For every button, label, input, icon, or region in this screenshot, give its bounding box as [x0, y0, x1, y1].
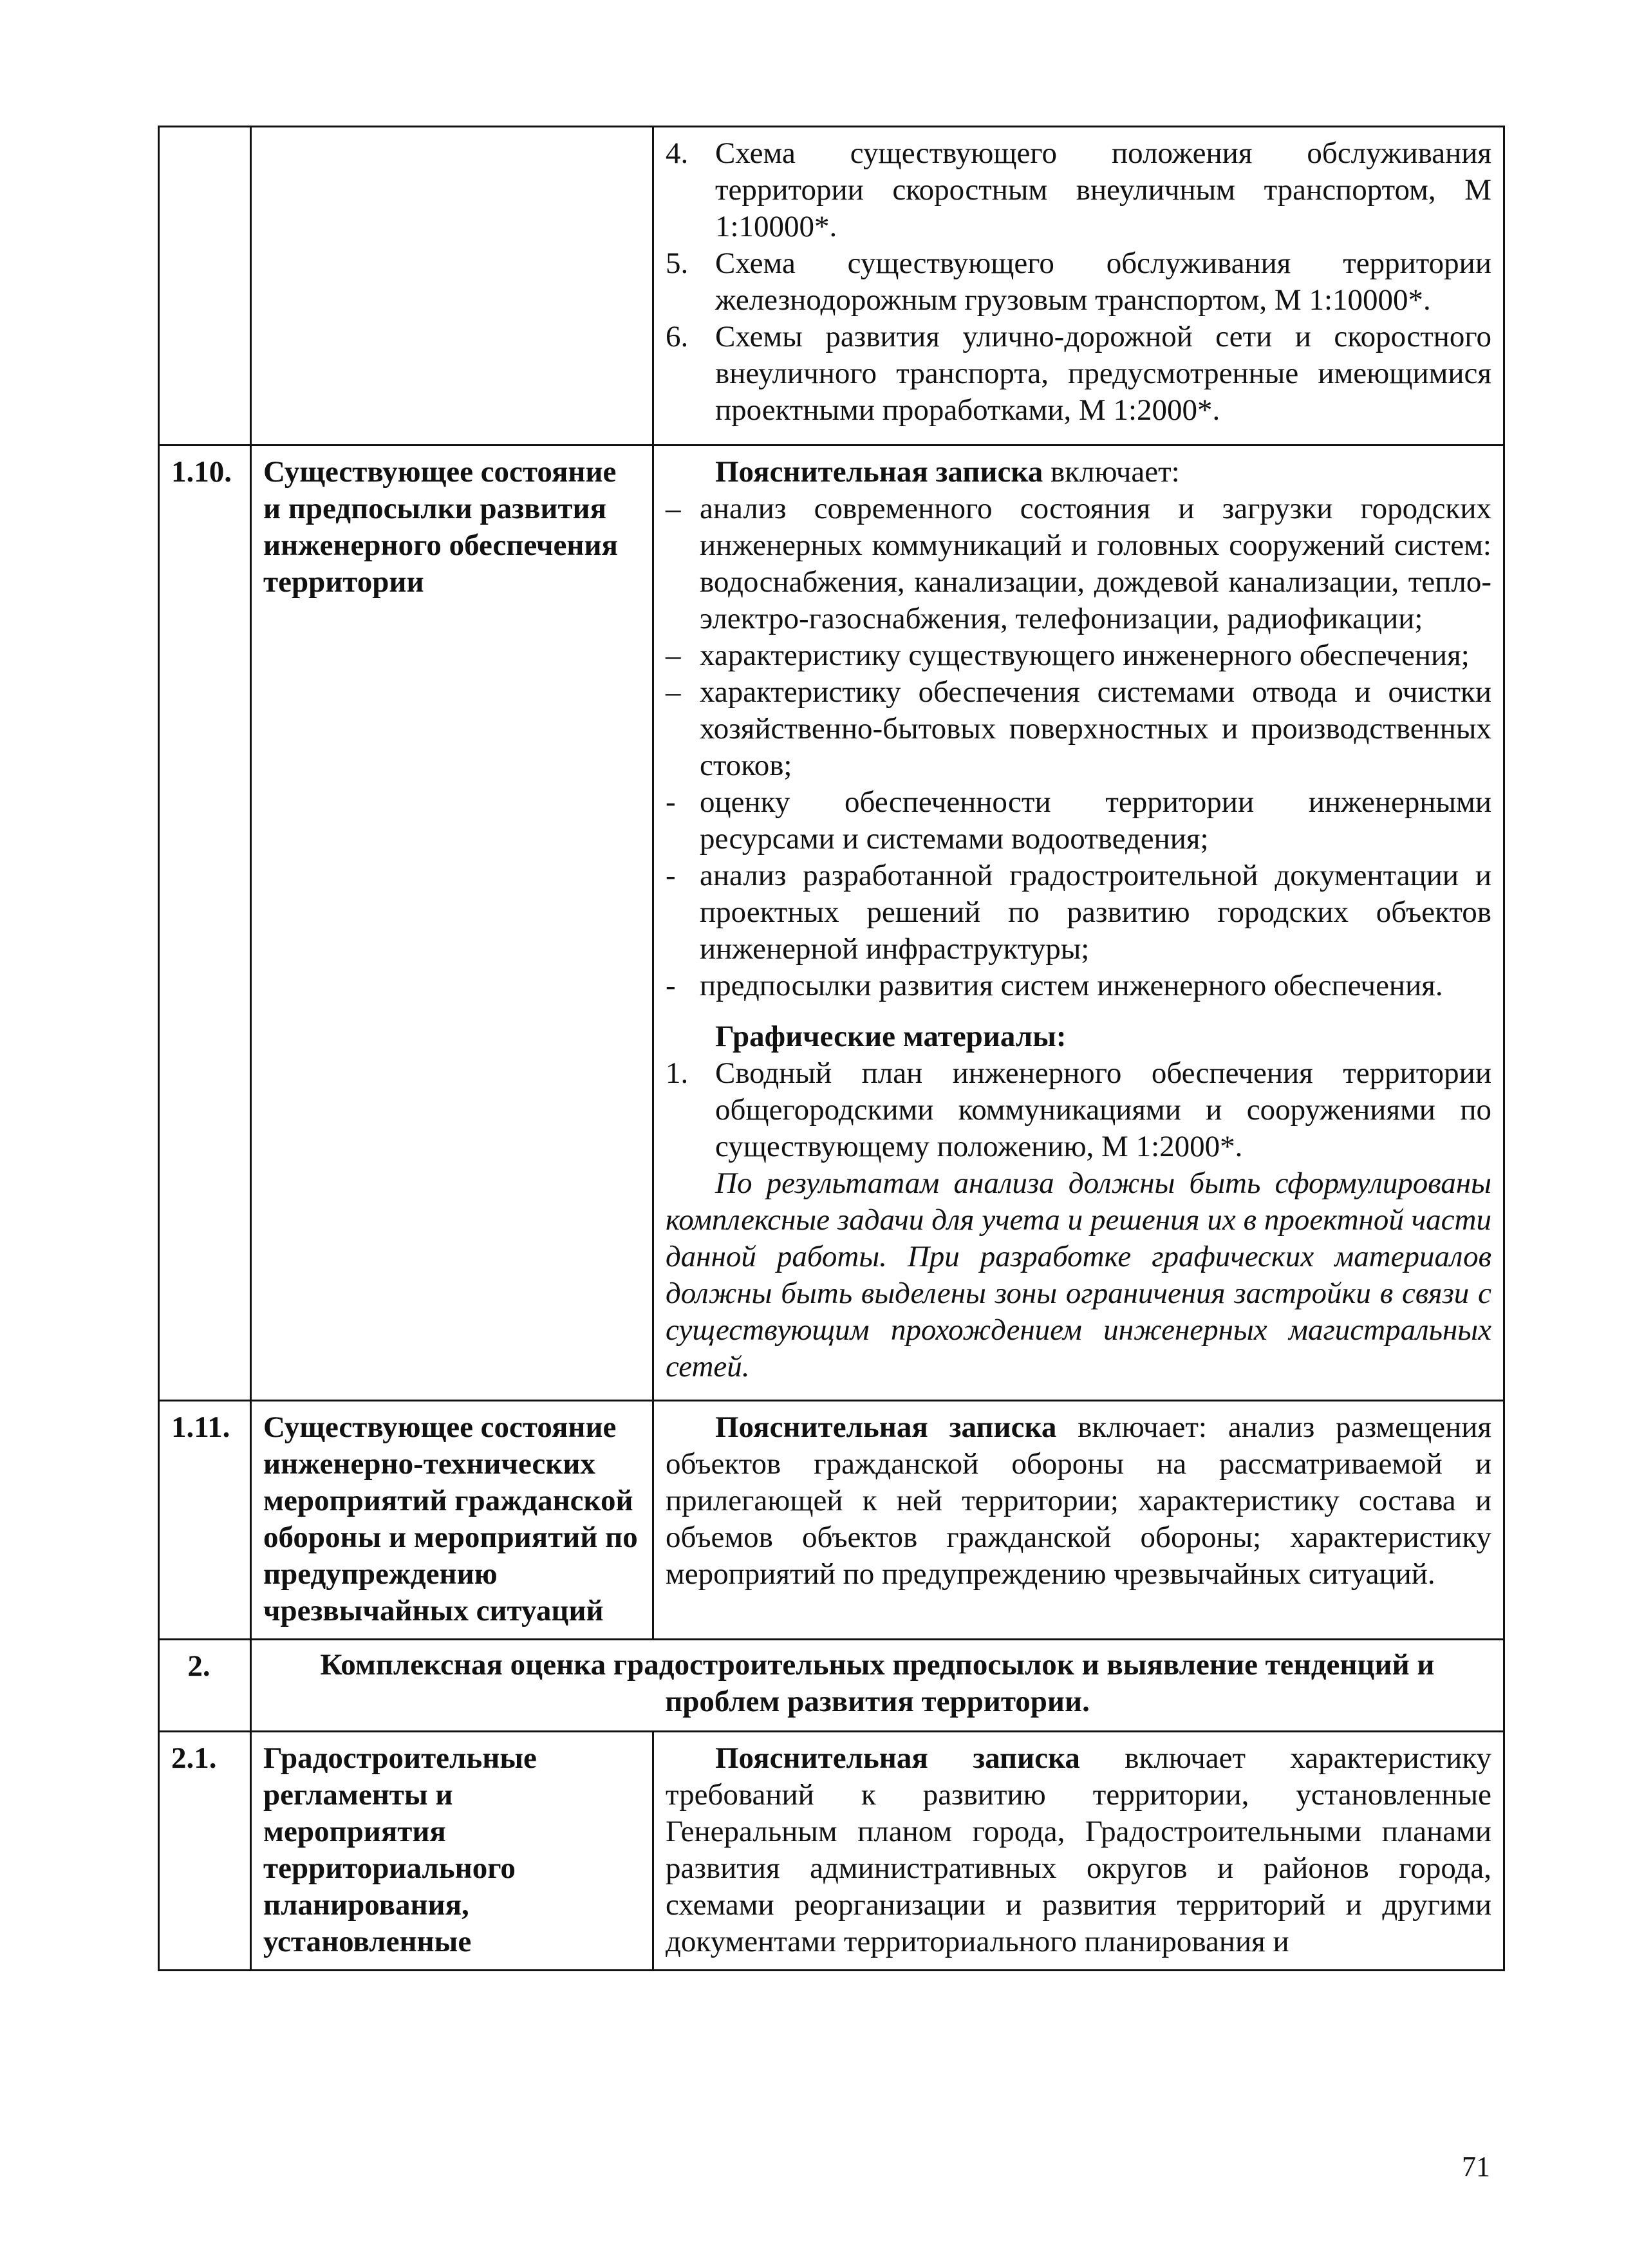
- explanatory-note-heading: [666, 454, 1491, 491]
- num-cell: [159, 127, 251, 445]
- list-item: [666, 491, 1491, 637]
- bullet-text: характеристику обеспечения системами отвода и очистки хозяйственно-бытовых поверхностных и производственных стоков;: [700, 675, 1491, 782]
- note-label: Пояснительная записка: [715, 1410, 1057, 1444]
- list-item: [666, 1055, 1491, 1165]
- content-cell: [653, 1401, 1504, 1640]
- item-number: 4.: [666, 136, 689, 170]
- row-number: 1.10.: [159, 445, 251, 1401]
- bullet-mark: -: [666, 969, 676, 1002]
- row-number: 1.11.: [159, 1401, 251, 1640]
- row-title: Существующее состояние инженерно-технических мероприятий гражданской обороны и мероприятий по предупреждению чрезвычайных ситуаций: [251, 1401, 653, 1640]
- list-item: [666, 245, 1491, 319]
- title-cell: [251, 127, 653, 445]
- bullet-mark: -: [666, 785, 676, 819]
- item-text: Сводный план инженерного обеспечения территории общегородскими коммуникациями и сооружениями по существующему положению, М 1:2000*.: [715, 1056, 1491, 1163]
- note-text: включает характеристику требований к развитию территории, установленные Генеральным планом города, Градостроительными планами развития административных округов и районов города, схемами реорганизации и развития территорий и другими документами территориального планирования и: [666, 1741, 1492, 1958]
- table-row-1-11: [159, 1401, 1504, 1640]
- content-cell: [653, 445, 1504, 1401]
- content-cell: [653, 1732, 1504, 1971]
- note-label: Пояснительная записка: [715, 1741, 1080, 1775]
- bullet-mark: –: [666, 675, 681, 709]
- spacer: [666, 1004, 1491, 1018]
- item-number: 1.: [666, 1056, 689, 1090]
- bullet-text: характеристику существующего инженерного обеспечения;: [700, 639, 1470, 672]
- bullet-mark: –: [666, 639, 681, 672]
- item-number: 6.: [666, 320, 689, 353]
- list-item: [666, 784, 1491, 858]
- bullet-text: анализ современного состояния и загрузки городских инженерных коммуникаций и головных сооружений систем: водоснабжения, канализации, дождевой канализации, тепло-электро-газоснабжения, телефонизации, радиофикации;: [700, 492, 1491, 635]
- note-suffix: включает:: [1043, 455, 1180, 489]
- item-text: Схемы развития улично-дорожной сети и скоростного внеуличного транспорта, предусмотренные имеющимися проектными проработками, М 1:2000*.: [715, 320, 1491, 427]
- item-text: Схема существующего положения обслуживания территории скоростным внеуличным транспортом, М 1:10000*.: [715, 136, 1491, 243]
- item-text: Схема существующего обслуживания территории железнодорожным грузовым транспортом, М 1:10000*.: [715, 247, 1491, 317]
- list-item: [666, 968, 1491, 1004]
- table-row-continuation: [159, 127, 1504, 445]
- page-number: 71: [1462, 2151, 1490, 2182]
- note-bullets: [666, 491, 1491, 1004]
- table-row-2-1: [159, 1732, 1504, 1971]
- schema-list: [666, 135, 1491, 429]
- content-cell: [653, 127, 1504, 445]
- row-title: Градостроительные регламенты и мероприятия территориального планирования, установленные: [251, 1732, 653, 1971]
- note-text: включает: анализ размещения объектов гражданской обороны на рассматриваемой и прилегающей к ней территории; характеристику состава и объемов объектов гражданской обороны; характеристику мероприятий по предупреждению чрезвычайных ситуаций.: [666, 1410, 1491, 1591]
- row-number: 2.1.: [159, 1732, 251, 1971]
- row-number: 2.: [159, 1640, 251, 1732]
- bullet-mark: –: [666, 492, 681, 525]
- bullet-text: анализ разработанной градостроительной документации и проектных решений по развитию городских объектов инженерной инфраструктуры;: [700, 859, 1491, 966]
- graphics-list: [666, 1055, 1491, 1165]
- list-item: [666, 135, 1491, 245]
- list-item: [666, 674, 1491, 784]
- bullet-text: предпосылки развития систем инженерного обеспечения.: [700, 969, 1443, 1002]
- list-item: [666, 319, 1491, 429]
- item-number: 5.: [666, 247, 689, 280]
- list-item: [666, 637, 1491, 674]
- table-row-1-10: [159, 445, 1504, 1401]
- list-item: [666, 858, 1491, 968]
- bullet-mark: -: [666, 859, 676, 892]
- requirements-table: [158, 126, 1505, 1971]
- note-label: Пояснительная записка: [715, 455, 1043, 489]
- table-row-section-2: [159, 1640, 1504, 1732]
- bullet-text: оценку обеспеченности территории инженерными ресурсами и системами водоотведения;: [700, 785, 1491, 856]
- section-title: Комплексная оценка градостроительных предпосылок и выявление тенденций и проблем развития территории.: [251, 1640, 1504, 1732]
- italic-note: По результатам анализа должны быть сформулированы комплексные задачи для учета и решения их в проектной части данной работы. При разработке графических материалов должны быть выделены зоны ограничения застройки в связи с существующим прохождением инженерных магистральных сетей.: [666, 1167, 1491, 1383]
- row-title: Существующее состояние и предпосылки развития инженерного обеспечения территории: [251, 445, 653, 1401]
- graphics-heading: Графические материалы:: [715, 1020, 1067, 1053]
